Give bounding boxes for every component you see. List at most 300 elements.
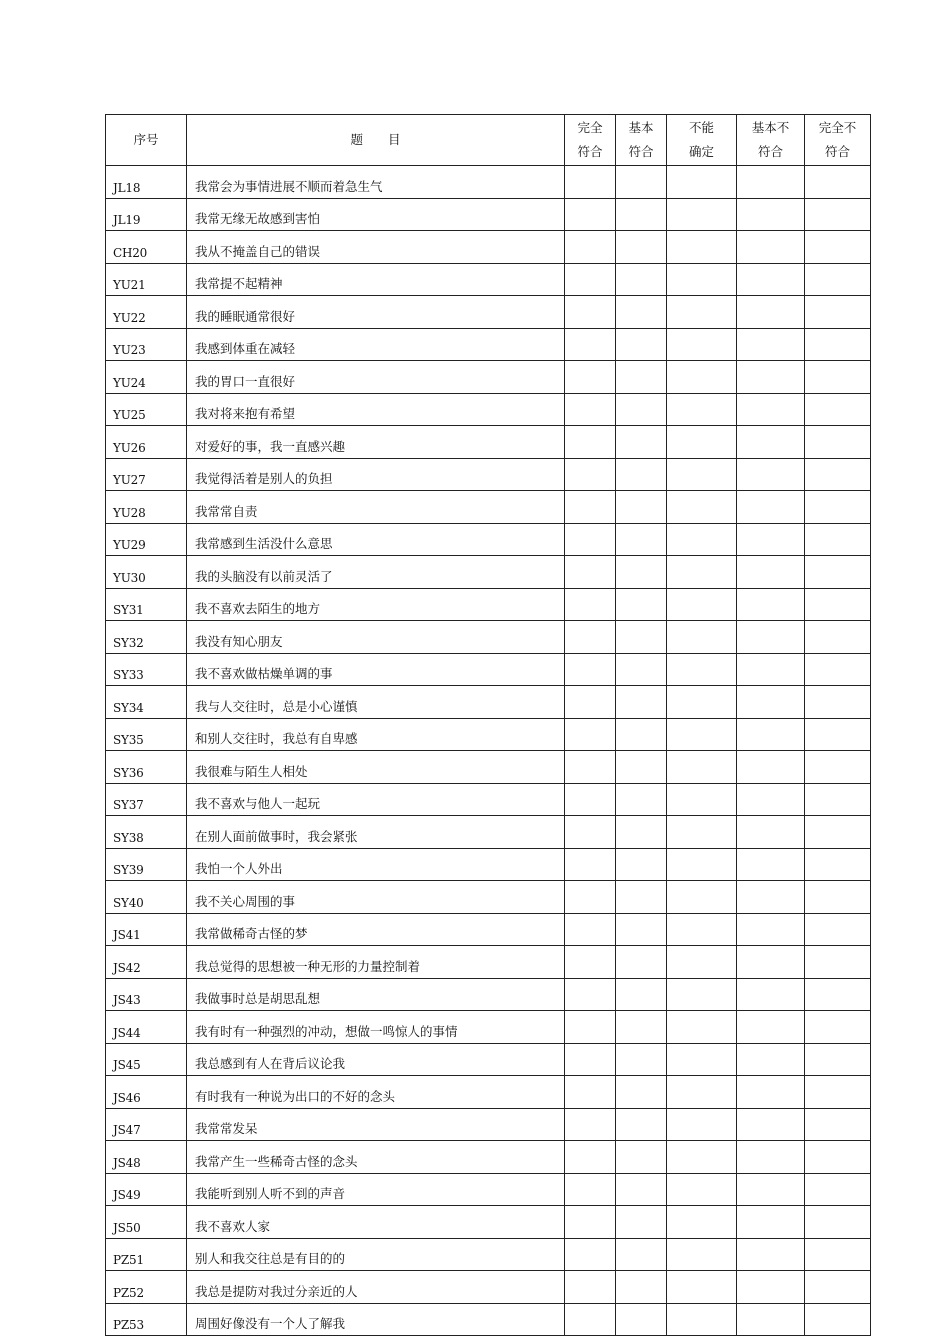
answer-cell-mostly-disagree[interactable] bbox=[737, 686, 805, 719]
item-text: 我常感到生活没什么意思 bbox=[187, 523, 565, 556]
table-row bbox=[106, 1303, 871, 1336]
table-row bbox=[106, 816, 871, 849]
answer-cell-fully-disagree[interactable] bbox=[805, 913, 871, 946]
answer-cell-fully-agree[interactable] bbox=[565, 426, 616, 459]
answer-cell-fully-disagree[interactable] bbox=[805, 816, 871, 849]
answer-cell-mostly-disagree[interactable] bbox=[737, 263, 805, 296]
table-row bbox=[106, 296, 871, 329]
answer-cell-fully-disagree[interactable] bbox=[805, 166, 871, 199]
answer-cell-mostly-disagree[interactable] bbox=[737, 1173, 805, 1206]
item-code: SY37 bbox=[106, 783, 187, 816]
item-code: JS48 bbox=[106, 1141, 187, 1174]
answer-cell-uncertain[interactable] bbox=[667, 686, 737, 719]
answer-cell-mostly-disagree[interactable] bbox=[737, 166, 805, 199]
header-seq: 序号 bbox=[106, 115, 187, 166]
answer-cell-uncertain[interactable] bbox=[667, 946, 737, 979]
header-option-fully-disagree bbox=[805, 115, 871, 166]
item-text: 我常提不起精神 bbox=[187, 263, 565, 296]
answer-cell-fully-agree[interactable] bbox=[565, 296, 616, 329]
answer-cell-fully-agree[interactable] bbox=[565, 848, 616, 881]
table-row bbox=[106, 718, 871, 751]
table-row bbox=[106, 166, 871, 199]
item-text: 我从不掩盖自己的错误 bbox=[187, 231, 565, 264]
answer-cell-fully-disagree[interactable] bbox=[805, 426, 871, 459]
answer-cell-uncertain[interactable] bbox=[667, 751, 737, 784]
item-text: 我很难与陌生人相处 bbox=[187, 751, 565, 784]
answer-cell-fully-disagree[interactable] bbox=[805, 1076, 871, 1109]
answer-cell-fully-agree[interactable] bbox=[565, 328, 616, 361]
answer-cell-uncertain[interactable] bbox=[667, 1141, 737, 1174]
item-code: YU23 bbox=[106, 328, 187, 361]
answer-cell-mostly-disagree[interactable] bbox=[737, 621, 805, 654]
header-option-line2: 符合 bbox=[628, 144, 654, 159]
item-code: SY36 bbox=[106, 751, 187, 784]
answer-cell-fully-disagree[interactable] bbox=[805, 978, 871, 1011]
answer-cell-mostly-agree[interactable] bbox=[616, 426, 667, 459]
item-text: 我总感到有人在背后议论我 bbox=[187, 1043, 565, 1076]
answer-cell-fully-disagree[interactable] bbox=[805, 1238, 871, 1271]
item-text: 我的睡眠通常很好 bbox=[187, 296, 565, 329]
item-text: 我怕一个人外出 bbox=[187, 848, 565, 881]
answer-cell-fully-agree[interactable] bbox=[565, 263, 616, 296]
answer-cell-mostly-agree[interactable] bbox=[616, 718, 667, 751]
table-row bbox=[106, 946, 871, 979]
answer-cell-fully-disagree[interactable] bbox=[805, 881, 871, 914]
answer-cell-uncertain[interactable] bbox=[667, 198, 737, 231]
header-option-line1: 基本 bbox=[628, 120, 654, 135]
answer-cell-fully-disagree[interactable] bbox=[805, 1141, 871, 1174]
item-text: 我常会为事情进展不顺而着急生气 bbox=[187, 166, 565, 199]
answer-cell-uncertain[interactable] bbox=[667, 328, 737, 361]
item-text: 我没有知心朋友 bbox=[187, 621, 565, 654]
item-code: JL18 bbox=[106, 166, 187, 199]
answer-cell-fully-agree[interactable] bbox=[565, 1271, 616, 1304]
item-text: 我做事时总是胡思乱想 bbox=[187, 978, 565, 1011]
item-text: 我总觉得的思想被一种无形的力量控制着 bbox=[187, 946, 565, 979]
answer-cell-mostly-disagree[interactable] bbox=[737, 231, 805, 264]
answer-cell-mostly-disagree[interactable] bbox=[737, 296, 805, 329]
answer-cell-uncertain[interactable] bbox=[667, 1173, 737, 1206]
answer-cell-mostly-disagree[interactable] bbox=[737, 913, 805, 946]
answer-cell-mostly-disagree[interactable] bbox=[737, 718, 805, 751]
answer-cell-fully-disagree[interactable] bbox=[805, 458, 871, 491]
item-code: JS49 bbox=[106, 1173, 187, 1206]
answer-cell-fully-agree[interactable] bbox=[565, 946, 616, 979]
answer-cell-fully-agree[interactable] bbox=[565, 881, 616, 914]
answer-cell-fully-agree[interactable] bbox=[565, 491, 616, 524]
answer-cell-fully-disagree[interactable] bbox=[805, 328, 871, 361]
item-code: YU25 bbox=[106, 393, 187, 426]
table-row bbox=[106, 458, 871, 491]
answer-cell-uncertain[interactable] bbox=[667, 556, 737, 589]
table-row bbox=[106, 1238, 871, 1271]
answer-cell-fully-agree[interactable] bbox=[565, 621, 616, 654]
item-text: 我不关心周围的事 bbox=[187, 881, 565, 914]
item-code: SY38 bbox=[106, 816, 187, 849]
answer-cell-mostly-disagree[interactable] bbox=[737, 393, 805, 426]
answer-cell-uncertain[interactable] bbox=[667, 231, 737, 264]
header-row bbox=[106, 115, 871, 166]
answer-cell-fully-agree[interactable] bbox=[565, 1238, 616, 1271]
answer-cell-uncertain[interactable] bbox=[667, 1011, 737, 1044]
item-text: 有时我有一种说为出口的不好的念头 bbox=[187, 1076, 565, 1109]
answer-cell-fully-agree[interactable] bbox=[565, 393, 616, 426]
answer-cell-uncertain[interactable] bbox=[667, 913, 737, 946]
header-option-line2: 符合 bbox=[757, 144, 783, 159]
answer-cell-mostly-agree[interactable] bbox=[616, 653, 667, 686]
answer-cell-fully-disagree[interactable] bbox=[805, 588, 871, 621]
table-row bbox=[106, 1076, 871, 1109]
header-option-uncertain bbox=[667, 115, 737, 166]
answer-cell-mostly-agree[interactable] bbox=[616, 881, 667, 914]
item-code: JS43 bbox=[106, 978, 187, 1011]
answer-cell-fully-agree[interactable] bbox=[565, 361, 616, 394]
table-row bbox=[106, 783, 871, 816]
answer-cell-fully-agree[interactable] bbox=[565, 458, 616, 491]
answer-cell-fully-disagree[interactable] bbox=[805, 653, 871, 686]
item-code: JS50 bbox=[106, 1206, 187, 1239]
table-row bbox=[106, 913, 871, 946]
answer-cell-uncertain[interactable] bbox=[667, 1303, 737, 1336]
answer-cell-mostly-agree[interactable] bbox=[616, 1303, 667, 1336]
table-row bbox=[106, 523, 871, 556]
answer-cell-fully-agree[interactable] bbox=[565, 913, 616, 946]
answer-cell-fully-agree[interactable] bbox=[565, 653, 616, 686]
answer-cell-fully-agree[interactable] bbox=[565, 816, 616, 849]
answer-cell-mostly-agree[interactable] bbox=[616, 523, 667, 556]
answer-cell-fully-agree[interactable] bbox=[565, 1141, 616, 1174]
item-code: YU30 bbox=[106, 556, 187, 589]
item-code: PZ52 bbox=[106, 1271, 187, 1304]
answer-cell-mostly-disagree[interactable] bbox=[737, 881, 805, 914]
answer-cell-mostly-disagree[interactable] bbox=[737, 816, 805, 849]
answer-cell-fully-agree[interactable] bbox=[565, 166, 616, 199]
item-code: PZ53 bbox=[106, 1303, 187, 1336]
answer-cell-mostly-disagree[interactable] bbox=[737, 1141, 805, 1174]
item-code: JS45 bbox=[106, 1043, 187, 1076]
item-text: 我常常发呆 bbox=[187, 1108, 565, 1141]
item-text: 我常做稀奇古怪的梦 bbox=[187, 913, 565, 946]
answer-cell-fully-disagree[interactable] bbox=[805, 361, 871, 394]
header-option-fully-agree bbox=[565, 115, 616, 166]
answer-cell-mostly-agree[interactable] bbox=[616, 1141, 667, 1174]
item-code: YU22 bbox=[106, 296, 187, 329]
answer-cell-uncertain[interactable] bbox=[667, 491, 737, 524]
item-text: 我感到体重在减轻 bbox=[187, 328, 565, 361]
answer-cell-fully-disagree[interactable] bbox=[805, 1206, 871, 1239]
item-text: 我的胃口一直很好 bbox=[187, 361, 565, 394]
answer-cell-fully-disagree[interactable] bbox=[805, 1011, 871, 1044]
item-text: 对爱好的事，我一直感兴趣 bbox=[187, 426, 565, 459]
answer-cell-uncertain[interactable] bbox=[667, 588, 737, 621]
item-text: 我不喜欢人家 bbox=[187, 1206, 565, 1239]
answer-cell-mostly-agree[interactable] bbox=[616, 816, 667, 849]
answer-cell-mostly-disagree[interactable] bbox=[737, 426, 805, 459]
item-code: PZ51 bbox=[106, 1238, 187, 1271]
answer-cell-mostly-disagree[interactable] bbox=[737, 361, 805, 394]
answer-cell-fully-agree[interactable] bbox=[565, 751, 616, 784]
item-text: 我不喜欢与他人一起玩 bbox=[187, 783, 565, 816]
item-code: SY40 bbox=[106, 881, 187, 914]
answer-cell-mostly-disagree[interactable] bbox=[737, 783, 805, 816]
item-code: SY33 bbox=[106, 653, 187, 686]
table-row bbox=[106, 686, 871, 719]
table-row bbox=[106, 1271, 871, 1304]
item-text: 我与人交往时，总是小心谨慎 bbox=[187, 686, 565, 719]
answer-cell-fully-disagree[interactable] bbox=[805, 523, 871, 556]
answer-cell-uncertain[interactable] bbox=[667, 1076, 737, 1109]
answer-cell-uncertain[interactable] bbox=[667, 718, 737, 751]
answer-cell-mostly-disagree[interactable] bbox=[737, 523, 805, 556]
item-text: 我对将来抱有希望 bbox=[187, 393, 565, 426]
answer-cell-fully-disagree[interactable] bbox=[805, 751, 871, 784]
answer-cell-uncertain[interactable] bbox=[667, 361, 737, 394]
answer-cell-mostly-disagree[interactable] bbox=[737, 556, 805, 589]
answer-cell-mostly-disagree[interactable] bbox=[737, 946, 805, 979]
answer-cell-fully-disagree[interactable] bbox=[805, 231, 871, 264]
answer-cell-mostly-agree[interactable] bbox=[616, 783, 667, 816]
answer-cell-fully-agree[interactable] bbox=[565, 1206, 616, 1239]
table-row bbox=[106, 556, 871, 589]
answer-cell-uncertain[interactable] bbox=[667, 426, 737, 459]
answer-cell-mostly-agree[interactable] bbox=[616, 263, 667, 296]
item-code: SY34 bbox=[106, 686, 187, 719]
answer-cell-mostly-disagree[interactable] bbox=[737, 978, 805, 1011]
table-row bbox=[106, 1173, 871, 1206]
answer-cell-fully-agree[interactable] bbox=[565, 783, 616, 816]
table-row bbox=[106, 848, 871, 881]
answer-cell-mostly-agree[interactable] bbox=[616, 1173, 667, 1206]
item-code: YU27 bbox=[106, 458, 187, 491]
answer-cell-mostly-disagree[interactable] bbox=[737, 588, 805, 621]
answer-cell-mostly-disagree[interactable] bbox=[737, 848, 805, 881]
item-code: YU28 bbox=[106, 491, 187, 524]
answer-cell-mostly-disagree[interactable] bbox=[737, 1076, 805, 1109]
item-code: SY32 bbox=[106, 621, 187, 654]
answer-cell-mostly-disagree[interactable] bbox=[737, 1011, 805, 1044]
answer-cell-uncertain[interactable] bbox=[667, 1206, 737, 1239]
answer-cell-uncertain[interactable] bbox=[667, 458, 737, 491]
answer-cell-fully-disagree[interactable] bbox=[805, 556, 871, 589]
answer-cell-uncertain[interactable] bbox=[667, 166, 737, 199]
answer-cell-fully-disagree[interactable] bbox=[805, 198, 871, 231]
table-row bbox=[106, 621, 871, 654]
table-row bbox=[106, 1108, 871, 1141]
header-option-line1: 完全不 bbox=[818, 120, 857, 135]
answer-cell-mostly-agree[interactable] bbox=[616, 686, 667, 719]
header-option-mostly-agree bbox=[616, 115, 667, 166]
answer-cell-mostly-disagree[interactable] bbox=[737, 1271, 805, 1304]
answer-cell-fully-agree[interactable] bbox=[565, 588, 616, 621]
item-code: YU24 bbox=[106, 361, 187, 394]
answer-cell-uncertain[interactable] bbox=[667, 523, 737, 556]
table-row bbox=[106, 588, 871, 621]
item-text: 我觉得活着是别人的负担 bbox=[187, 458, 565, 491]
answer-cell-uncertain[interactable] bbox=[667, 263, 737, 296]
table-body bbox=[106, 166, 871, 1336]
header-option-line1: 不能 bbox=[688, 120, 714, 135]
answer-cell-mostly-disagree[interactable] bbox=[737, 458, 805, 491]
answer-cell-fully-disagree[interactable] bbox=[805, 783, 871, 816]
table-row bbox=[106, 751, 871, 784]
header-option-line2: 确定 bbox=[688, 144, 714, 159]
answer-cell-mostly-agree[interactable] bbox=[616, 1043, 667, 1076]
table-row bbox=[106, 1043, 871, 1076]
answer-cell-mostly-disagree[interactable] bbox=[737, 1108, 805, 1141]
table-row bbox=[106, 653, 871, 686]
table-row bbox=[106, 426, 871, 459]
answer-cell-fully-agree[interactable] bbox=[565, 556, 616, 589]
table-row bbox=[106, 361, 871, 394]
answer-cell-mostly-agree[interactable] bbox=[616, 1076, 667, 1109]
table-row bbox=[106, 491, 871, 524]
answer-cell-fully-agree[interactable] bbox=[565, 1173, 616, 1206]
answer-cell-uncertain[interactable] bbox=[667, 621, 737, 654]
answer-cell-fully-agree[interactable] bbox=[565, 1011, 616, 1044]
item-code: YU21 bbox=[106, 263, 187, 296]
answer-cell-fully-disagree[interactable] bbox=[805, 393, 871, 426]
answer-cell-mostly-agree[interactable] bbox=[616, 231, 667, 264]
answer-cell-fully-disagree[interactable] bbox=[805, 1173, 871, 1206]
answer-cell-fully-disagree[interactable] bbox=[805, 1271, 871, 1304]
table-row bbox=[106, 881, 871, 914]
answer-cell-mostly-agree[interactable] bbox=[616, 913, 667, 946]
answer-cell-mostly-agree[interactable] bbox=[616, 1271, 667, 1304]
answer-cell-mostly-agree[interactable] bbox=[616, 946, 667, 979]
answer-cell-uncertain[interactable] bbox=[667, 881, 737, 914]
answer-cell-mostly-disagree[interactable] bbox=[737, 328, 805, 361]
answer-cell-mostly-agree[interactable] bbox=[616, 848, 667, 881]
answer-cell-mostly-agree[interactable] bbox=[616, 458, 667, 491]
item-text: 周围好像没有一个人了解我 bbox=[187, 1303, 565, 1336]
answer-cell-mostly-agree[interactable] bbox=[616, 198, 667, 231]
item-code: SY31 bbox=[106, 588, 187, 621]
header-option-line1: 基本不 bbox=[751, 120, 790, 135]
answer-cell-uncertain[interactable] bbox=[667, 1271, 737, 1304]
answer-cell-uncertain[interactable] bbox=[667, 783, 737, 816]
item-code: SY39 bbox=[106, 848, 187, 881]
answer-cell-fully-disagree[interactable] bbox=[805, 686, 871, 719]
answer-cell-mostly-disagree[interactable] bbox=[737, 653, 805, 686]
answer-cell-fully-agree[interactable] bbox=[565, 978, 616, 1011]
answer-cell-uncertain[interactable] bbox=[667, 848, 737, 881]
item-code: YU29 bbox=[106, 523, 187, 556]
item-text: 我总是提防对我过分亲近的人 bbox=[187, 1271, 565, 1304]
answer-cell-uncertain[interactable] bbox=[667, 1043, 737, 1076]
item-text: 我不喜欢做枯燥单调的事 bbox=[187, 653, 565, 686]
answer-cell-mostly-agree[interactable] bbox=[616, 588, 667, 621]
answer-cell-fully-agree[interactable] bbox=[565, 1303, 616, 1336]
item-code: JS42 bbox=[106, 946, 187, 979]
table-row bbox=[106, 1206, 871, 1239]
item-code: JS41 bbox=[106, 913, 187, 946]
answer-cell-mostly-agree[interactable] bbox=[616, 1238, 667, 1271]
answer-cell-mostly-agree[interactable] bbox=[616, 361, 667, 394]
item-code: YU26 bbox=[106, 426, 187, 459]
answer-cell-mostly-agree[interactable] bbox=[616, 296, 667, 329]
item-code: JS46 bbox=[106, 1076, 187, 1109]
answer-cell-fully-disagree[interactable] bbox=[805, 296, 871, 329]
answer-cell-mostly-disagree[interactable] bbox=[737, 198, 805, 231]
answer-cell-mostly-disagree[interactable] bbox=[737, 1303, 805, 1336]
answer-cell-uncertain[interactable] bbox=[667, 653, 737, 686]
answer-cell-uncertain[interactable] bbox=[667, 1108, 737, 1141]
answer-cell-mostly-agree[interactable] bbox=[616, 751, 667, 784]
answer-cell-uncertain[interactable] bbox=[667, 393, 737, 426]
table-row bbox=[106, 231, 871, 264]
table-row bbox=[106, 328, 871, 361]
table-row bbox=[106, 263, 871, 296]
table-row bbox=[106, 393, 871, 426]
answer-cell-uncertain[interactable] bbox=[667, 978, 737, 1011]
item-text: 我有时有一种强烈的冲动，想做一鸣惊人的事情 bbox=[187, 1011, 565, 1044]
item-text: 和别人交往时，我总有自卑感 bbox=[187, 718, 565, 751]
answer-cell-mostly-disagree[interactable] bbox=[737, 1238, 805, 1271]
answer-cell-uncertain[interactable] bbox=[667, 816, 737, 849]
answer-cell-fully-disagree[interactable] bbox=[805, 1043, 871, 1076]
answer-cell-fully-disagree[interactable] bbox=[805, 491, 871, 524]
answer-cell-fully-agree[interactable] bbox=[565, 231, 616, 264]
answer-cell-uncertain[interactable] bbox=[667, 296, 737, 329]
answer-cell-mostly-agree[interactable] bbox=[616, 328, 667, 361]
answer-cell-fully-agree[interactable] bbox=[565, 718, 616, 751]
answer-cell-fully-disagree[interactable] bbox=[805, 848, 871, 881]
item-text: 在别人面前做事时，我会紧张 bbox=[187, 816, 565, 849]
answer-cell-fully-agree[interactable] bbox=[565, 1043, 616, 1076]
answer-cell-mostly-disagree[interactable] bbox=[737, 1043, 805, 1076]
answer-cell-uncertain[interactable] bbox=[667, 1238, 737, 1271]
answer-cell-mostly-agree[interactable] bbox=[616, 393, 667, 426]
answer-cell-mostly-disagree[interactable] bbox=[737, 491, 805, 524]
answer-cell-mostly-agree[interactable] bbox=[616, 1206, 667, 1239]
answer-cell-mostly-agree[interactable] bbox=[616, 556, 667, 589]
answer-cell-fully-agree[interactable] bbox=[565, 1076, 616, 1109]
table-row bbox=[106, 1011, 871, 1044]
table-row bbox=[106, 978, 871, 1011]
answer-cell-fully-agree[interactable] bbox=[565, 198, 616, 231]
header-option-line2: 符合 bbox=[824, 144, 850, 159]
header-option-mostly-disagree bbox=[737, 115, 805, 166]
answer-cell-mostly-disagree[interactable] bbox=[737, 1206, 805, 1239]
answer-cell-mostly-agree[interactable] bbox=[616, 1108, 667, 1141]
answer-cell-mostly-agree[interactable] bbox=[616, 621, 667, 654]
answer-cell-mostly-agree[interactable] bbox=[616, 978, 667, 1011]
answer-cell-fully-agree[interactable] bbox=[565, 1108, 616, 1141]
answer-cell-fully-disagree[interactable] bbox=[805, 263, 871, 296]
item-text: 我常无缘无故感到害怕 bbox=[187, 198, 565, 231]
questionnaire-table bbox=[105, 114, 871, 1336]
header-option-line1: 完全 bbox=[577, 120, 603, 135]
table-row bbox=[106, 198, 871, 231]
item-text: 我的头脑没有以前灵活了 bbox=[187, 556, 565, 589]
item-text: 我不喜欢去陌生的地方 bbox=[187, 588, 565, 621]
item-code: JS44 bbox=[106, 1011, 187, 1044]
answer-cell-fully-disagree[interactable] bbox=[805, 1303, 871, 1336]
answer-cell-mostly-agree[interactable] bbox=[616, 166, 667, 199]
answer-cell-fully-disagree[interactable] bbox=[805, 621, 871, 654]
answer-cell-fully-agree[interactable] bbox=[565, 686, 616, 719]
answer-cell-fully-disagree[interactable] bbox=[805, 946, 871, 979]
header-item: 题 目 bbox=[187, 115, 565, 166]
answer-cell-mostly-disagree[interactable] bbox=[737, 751, 805, 784]
answer-cell-fully-agree[interactable] bbox=[565, 523, 616, 556]
item-text: 我常常自责 bbox=[187, 491, 565, 524]
answer-cell-mostly-agree[interactable] bbox=[616, 491, 667, 524]
item-code: SY35 bbox=[106, 718, 187, 751]
answer-cell-fully-disagree[interactable] bbox=[805, 1108, 871, 1141]
answer-cell-mostly-agree[interactable] bbox=[616, 1011, 667, 1044]
answer-cell-fully-disagree[interactable] bbox=[805, 718, 871, 751]
